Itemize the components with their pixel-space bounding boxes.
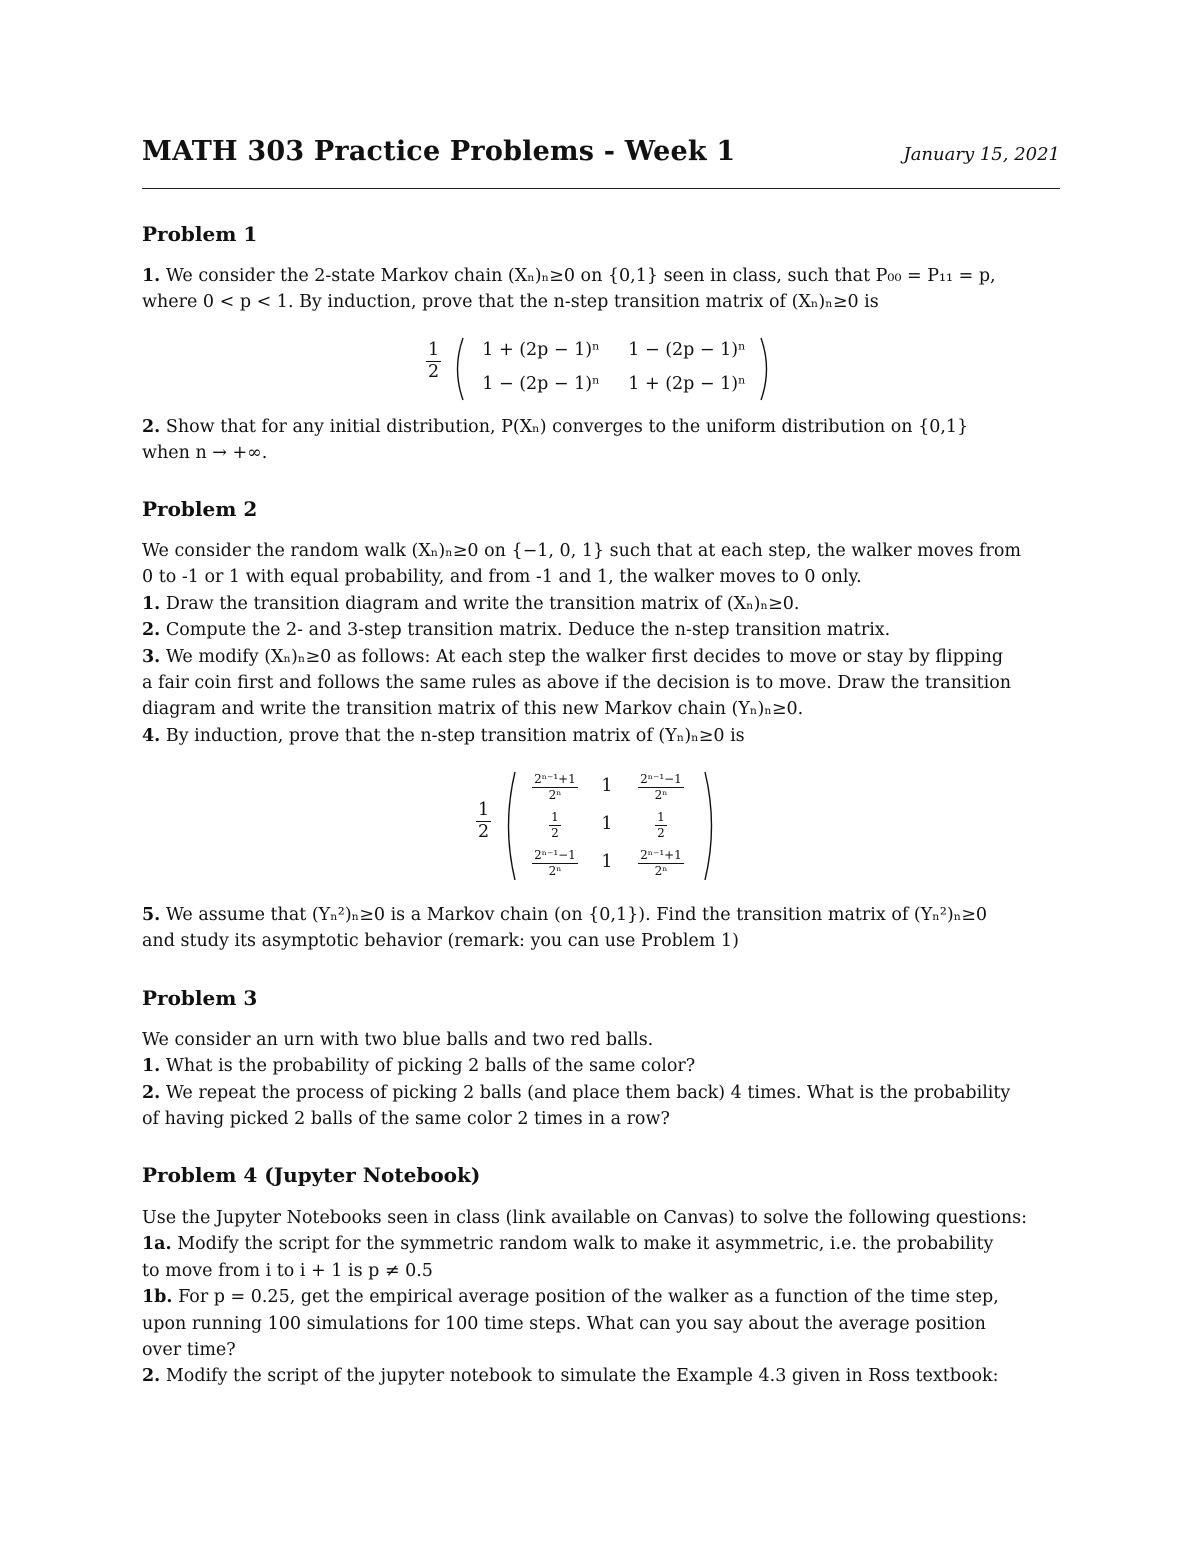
document-title: MATH 303 Practice Problems - Week 1 (142, 136, 736, 167)
q-text: We assume that (Yₙ²)ₙ≥0 is a Markov chain (on {0,1}). Find the transition matrix of (Yₙ²)ₙ≥0 (165, 905, 988, 925)
cell-denominator: 2 (551, 826, 559, 840)
matrix-cell: 1 (601, 776, 613, 796)
cell-denominator: 2ⁿ (654, 788, 668, 802)
q-number: 1. (142, 1056, 161, 1077)
matrix-cell (626, 848, 696, 880)
q-number: 1b. (142, 1287, 173, 1308)
problem-1-q2 (142, 414, 1060, 467)
q-text: when n → +∞. (142, 443, 268, 464)
problem-3-heading: Problem 3 (142, 986, 258, 1010)
right-paren (758, 336, 774, 402)
q-number: 1. (142, 593, 161, 614)
intro-text: We consider an urn with two blue balls and two red balls. (142, 1030, 654, 1050)
q-number: 3. (142, 646, 161, 667)
left-paren (502, 770, 518, 882)
problem-1-heading: Problem 1 (142, 222, 258, 246)
problem-1-q1 (142, 263, 1060, 316)
problem-1-matrix (426, 336, 786, 402)
q-text: to move from i to i + 1 is p ≠ 0.5 (142, 1260, 433, 1281)
problem-4-heading: Problem 4 (Jupyter Notebook) (142, 1163, 481, 1187)
cell-denominator: 2ⁿ (548, 864, 562, 878)
q-text: of having picked 2 balls of the same color 2 times in a row? (142, 1109, 670, 1130)
q-number: 5. (142, 905, 161, 925)
q-number: 2. (142, 620, 161, 641)
q-number: 2. (142, 417, 161, 437)
q-text: We modify (Xₙ)ₙ≥0 as follows: At each step the walker first decides to move or stay by flipping (165, 646, 1004, 667)
matrix-cell: 1 − (2p − 1)ⁿ (482, 374, 600, 394)
matrix-cell (520, 810, 590, 842)
problem-2-body (142, 538, 1060, 749)
cell-numerator: 2ⁿ⁻¹+1 (534, 772, 576, 786)
matrix-cell: 1 − (2p − 1)ⁿ (628, 340, 746, 360)
cell-denominator: 2 (657, 826, 665, 840)
problem-2-q5 (142, 902, 1060, 955)
right-paren (702, 770, 718, 882)
q-text: Show that for any initial distribution, P(Xₙ) converges to the uniform distribution on {0,1} (165, 417, 969, 437)
matrix-cell: 1 (601, 814, 613, 834)
q-number: 2. (142, 1366, 161, 1387)
q-text: a fair coin first and follows the same rules as above if the decision is to move. Draw the transition (142, 673, 1012, 694)
cell-numerator: 2ⁿ⁻¹−1 (534, 848, 576, 862)
q-number: 2. (142, 1082, 161, 1103)
q-text: where 0 < p < 1. By induction, prove that the n-step transition matrix of (Xₙ)ₙ≥0 is (142, 292, 879, 313)
q-number: 4. (142, 725, 161, 746)
q-text: Modify the script of the jupyter notebook to simulate the Example 4.3 given in Ross textbook: (165, 1366, 999, 1387)
matrix-factor (476, 800, 491, 843)
matrix-cell (520, 848, 590, 880)
q-text: Draw the transition diagram and write the transition matrix of (Xₙ)ₙ≥0. (165, 593, 800, 614)
q-text: What is the probability of picking 2 balls of the same color? (165, 1056, 696, 1077)
cell-numerator: 2ⁿ⁻¹−1 (640, 772, 682, 786)
q-text: diagram and write the transition matrix of this new Markov chain (Yₙ)ₙ≥0. (142, 699, 804, 720)
q-text: Modify the script for the symmetric random walk to make it asymmetric, i.e. the probability (177, 1234, 994, 1255)
intro-text: Use the Jupyter Notebooks seen in class (link available on Canvas) to solve the following questions: (142, 1208, 1027, 1228)
q-text: We consider the 2-state Markov chain (Xₙ)ₙ≥0 on {0,1} seen in class, such that P₀₀ = P₁₁ = p, (165, 266, 996, 286)
matrix-cell: 1 + (2p − 1)ⁿ (628, 374, 746, 394)
q-number: 1. (142, 266, 161, 286)
intro-text: We consider the random walk (Xₙ)ₙ≥0 on {−1, 0, 1} such that at each step, the walker moves from (142, 541, 1022, 561)
problem-3-body (142, 1027, 1060, 1133)
matrix-cell (626, 772, 696, 804)
document-date: January 15, 2021 (903, 144, 1060, 165)
matrix-cell: 1 + (2p − 1)ⁿ (482, 340, 600, 360)
problem-2-matrix (476, 770, 726, 882)
problem-4-body (142, 1205, 1060, 1390)
q-text: For p = 0.25, get the empirical average position of the walker as a function of the time step, (178, 1287, 999, 1308)
matrix-cell (520, 772, 590, 804)
q-text: By induction, prove that the n-step transition matrix of (Yₙ)ₙ≥0 is (165, 725, 745, 746)
factor-numerator: 1 (478, 800, 490, 820)
matrix-cell (626, 810, 696, 842)
cell-denominator: 2ⁿ (548, 788, 562, 802)
q-text: Compute the 2- and 3-step transition matrix. Deduce the n-step transition matrix. (165, 620, 891, 641)
header (142, 136, 1060, 176)
q-text: We repeat the process of picking 2 balls (and place them back) 4 times. What is the probability (165, 1082, 1011, 1103)
cell-numerator: 2ⁿ⁻¹+1 (640, 848, 682, 862)
left-paren (450, 336, 466, 402)
matrix-cell: 1 (601, 852, 613, 872)
factor-denominator: 2 (478, 822, 490, 842)
header-rule (142, 188, 1060, 189)
matrix-factor (426, 340, 441, 383)
q-text: and study its asymptotic behavior (remark: you can use Problem 1) (142, 931, 739, 952)
q-text: upon running 100 simulations for 100 time steps. What can you say about the average position (142, 1313, 986, 1334)
problem-2-heading: Problem 2 (142, 497, 258, 521)
cell-denominator: 2ⁿ (654, 864, 668, 878)
cell-numerator: 1 (551, 810, 559, 824)
q-text: over time? (142, 1340, 236, 1361)
factor-denominator: 2 (428, 362, 440, 382)
factor-numerator: 1 (428, 340, 440, 360)
q-number: 1a. (142, 1234, 172, 1255)
cell-numerator: 1 (657, 810, 665, 824)
intro-text: 0 to -1 or 1 with equal probability, and from -1 and 1, the walker moves to 0 only. (142, 567, 862, 588)
